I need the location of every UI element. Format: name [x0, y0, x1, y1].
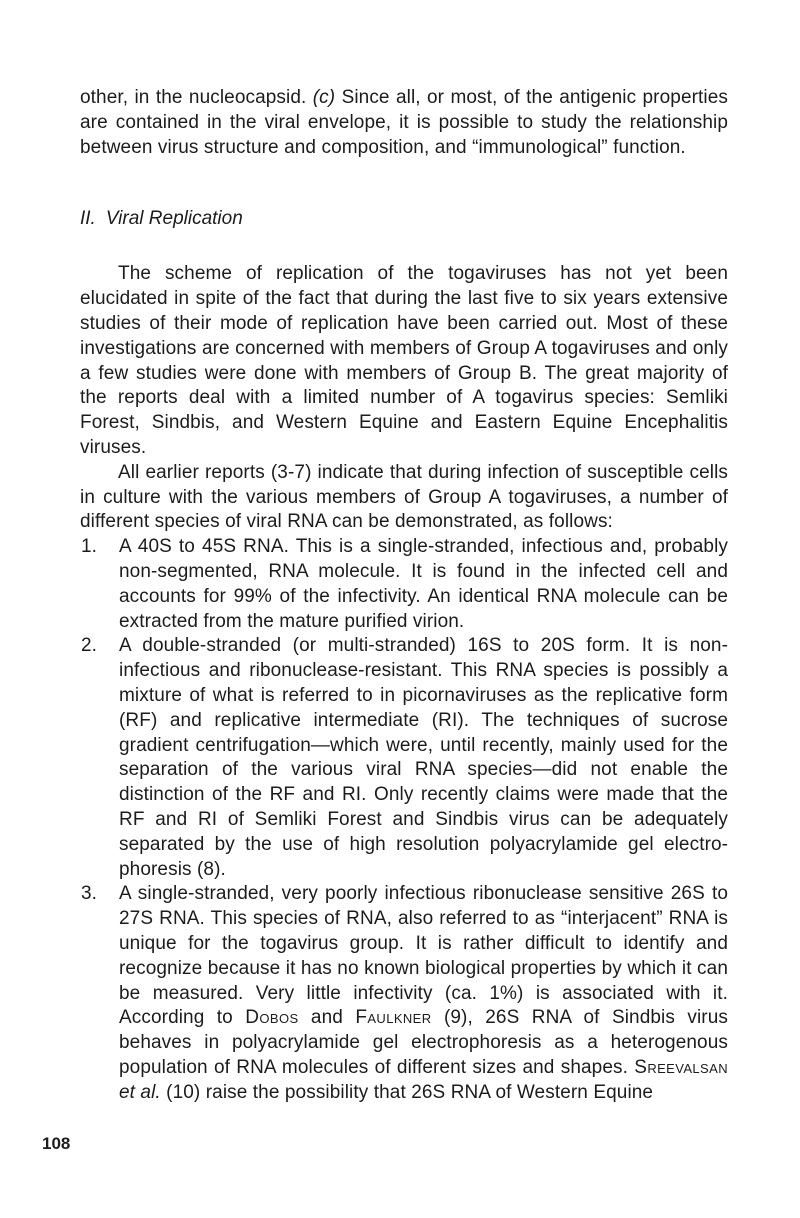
page-body: [80, 86, 728, 1105]
list-marker: 1.: [81, 536, 97, 558]
paragraph-text: other, in the nucleocapsid.: [80, 87, 313, 108]
section-heading: [80, 207, 728, 231]
author-name: Sreevalsan: [634, 1056, 728, 1078]
paragraph-text: Since all, or most, of the antigenic properties are contained in the viral envelope, it is possible to study the relationship between virus structure and composition, and “immunological” function.: [80, 87, 729, 158]
section-title: Viral Replication: [105, 208, 243, 230]
list-item: [80, 634, 728, 882]
list-item: [80, 535, 728, 634]
list-item-text: A 40S to 45S RNA. This is a single-stranded, infectious and, probably non-segmented, RNA molecule. It is found in the infected cell and accounts for 99% of the infectivity. An identical RNA molecule can be extracted from the mature purified virion.: [119, 536, 728, 632]
list-marker: 3.: [81, 883, 97, 905]
et-al: et al.: [119, 1081, 161, 1103]
section-number: II.: [80, 208, 96, 230]
rna-species-list: [80, 535, 728, 1105]
list-item-text: A double-stranded (or multi-stranded) 16S to 20S form. It is non-infectious and ribonuclease-resistant. This RNA species is possibly a mixture of what is referred to in picornaviruses as the replicative form (RF) and replicative intermediate (RI). The techniques of sucrose gradient centrifugation—which were, until recently, mainly used for the separation of the various viral RNA species—did not enable the distinction of the RF and RI. Only recently claims were made that the RF and RI of Semliki Forest and Sindbis virus can be adequately separated by the use of high resolution polyacrylamide gel electrophoresis (8).: [119, 635, 728, 880]
paragraph-continuation: [80, 86, 728, 160]
page-number: 108: [42, 1134, 71, 1153]
paragraph-earlier-reports: All earlier reports (3-7) indicate that during infection of susceptible cells in culture with the various members of Group A togaviruses, a number of different species of viral RNA can be demonstrated, as follows:: [80, 461, 728, 533]
list-item: [80, 882, 728, 1105]
enumeration-label: (c): [312, 87, 336, 108]
list-item-text: [119, 882, 728, 1105]
text-segment: (9), 26S RNA of Sindbis virus behaves in polyacrylamide gel electrophoresis as a heterogenous population of RNA molecules of different sizes and shapes.: [119, 1007, 728, 1078]
text-segment: A single-stranded, very poorly infectious ribonuclease sensitive 26S to 27S RNA. This species of RNA, also referred to as “interjacent” RNA is unique for the togavirus group. It is rather difficult to identify and recognize because it has no known biological properties by which it can be measured. Very little infectivity (ca. 1%) is associated with it. According to: [119, 883, 728, 1029]
text-segment: (10) raise the possibility that 26S RNA of Western Equine: [160, 1081, 654, 1103]
author-name: Dobos: [245, 1007, 299, 1029]
paragraph-replication-scheme: The scheme of replication of the togaviruses has not yet been elucidated in spite of the fact that during the last five to six years extensive studies of their mode of replication have been carried out. Most of these investigations are concerned with members of Group A togaviruses and only a few studies were done with members of Group B. The great majority of the reports deal with a limited number of A togavirus species: Semliki Forest, Sindbis, and Western Equine and Eastern Equine Encephalitis viruses.: [80, 263, 728, 458]
text-segment: and: [298, 1007, 356, 1029]
list-marker: 2.: [81, 635, 97, 657]
author-name: Faulkner: [355, 1007, 432, 1029]
